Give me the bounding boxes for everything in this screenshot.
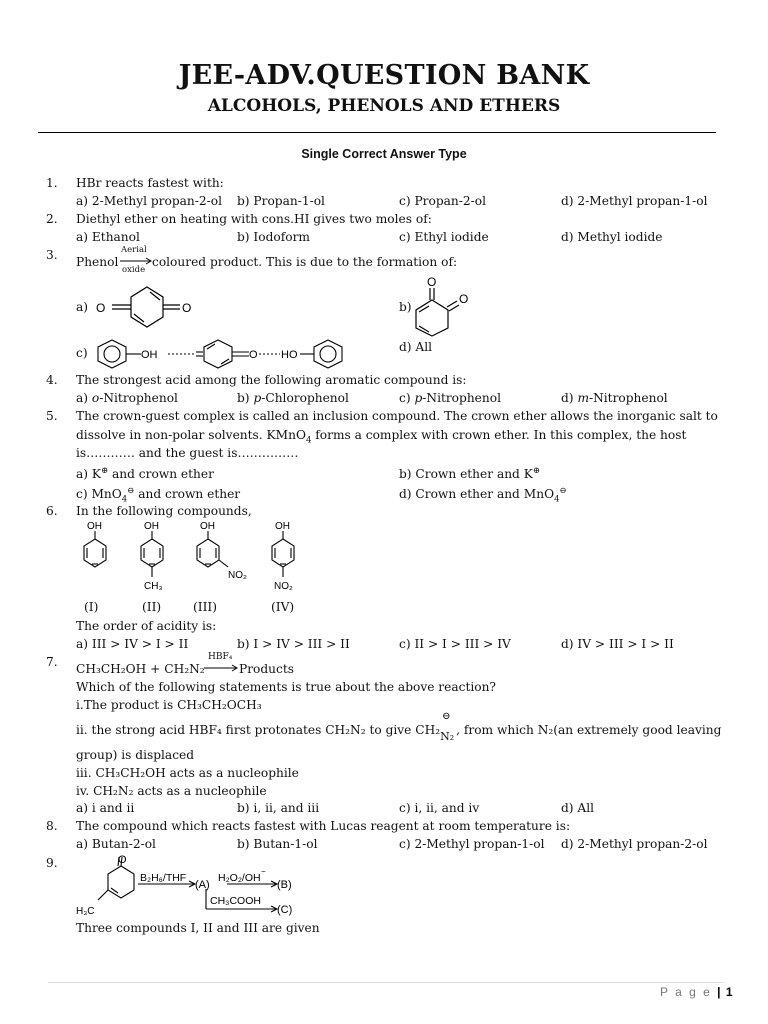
option-d: d) Methyl iodide bbox=[561, 230, 663, 244]
question-text: HBr reacts fastest with: bbox=[76, 176, 224, 190]
compound-label: (IV) bbox=[271, 600, 295, 614]
question-text-line: dissolve in non-polar solvents. KMnO$_4$ forms a complex with crown ether. In this complex, the host bbox=[76, 428, 687, 446]
reagent-charge: − bbox=[261, 867, 266, 876]
question-text: The compound which reacts fastest with Lucas reagent at room temperature is: bbox=[76, 819, 571, 833]
question-number: 2. bbox=[46, 212, 58, 226]
question-text: Diethyl ether on heating with cons.HI gives two moles of: bbox=[76, 212, 432, 226]
reaction-arrow bbox=[119, 257, 153, 265]
option-d: d) IV > III > I > II bbox=[561, 637, 674, 651]
option-a: a) 2-Methyl propan-2-ol bbox=[76, 194, 222, 208]
question-text: The strongest acid among the following aromatic compound is: bbox=[76, 373, 467, 387]
option-d: d) All bbox=[561, 801, 595, 815]
option-a: a) III > IV > I > II bbox=[76, 637, 189, 651]
statement-ii-cont: group) is displaced bbox=[76, 748, 195, 762]
option-a: a) o-Nitrophenol bbox=[76, 391, 178, 405]
question-text: The order of acidity is: bbox=[76, 619, 217, 633]
option-a: a) bbox=[76, 300, 89, 314]
hydroxyl-label: HO bbox=[281, 349, 298, 361]
question-text: In the following compounds, bbox=[76, 504, 252, 518]
page-footer: P a g e | 1 bbox=[660, 985, 733, 999]
option-c: c) MnO$_4$⊖ and crown ether bbox=[76, 486, 241, 505]
option-d: d) Crown ether and MnO$_4$⊖ bbox=[399, 486, 567, 505]
hydroxyl-label: OH bbox=[144, 521, 159, 532]
reagent-label: B₂H₆/THF bbox=[140, 872, 187, 884]
option-a: a) Butan-2-ol bbox=[76, 837, 156, 851]
option-c: c) 2-Methyl propan-1-ol bbox=[399, 837, 545, 851]
title-divider bbox=[38, 132, 716, 133]
product-label: (C) bbox=[277, 904, 293, 916]
option-d: d) 2-Methyl propan-1-ol bbox=[561, 194, 708, 208]
oxygen-label: O bbox=[182, 301, 192, 315]
option-b: b) Propan-1-ol bbox=[237, 194, 325, 208]
hydroxyl-label: OH bbox=[275, 521, 290, 532]
statement-iv: iv. CH₂N₂ acts as a nucleophile bbox=[76, 784, 267, 798]
option-b: b) Crown ether and K⊕ bbox=[399, 466, 540, 482]
option-b: b) bbox=[399, 300, 412, 314]
option-b: b) I > IV > III > II bbox=[237, 637, 350, 651]
compound-label: (III) bbox=[193, 600, 217, 614]
reaction-arrow bbox=[203, 664, 239, 672]
question-text-end: coloured product. This is due to the formation of: bbox=[152, 255, 458, 269]
option-b: b) i, ii, and iii bbox=[237, 801, 320, 815]
reagent-label: H₂O₂/OH bbox=[218, 872, 261, 884]
question-text-line: The crown-guest complex is called an inclusion compound. The crown ether allows the inorganic salt to bbox=[76, 409, 718, 423]
quinhydrone-structure bbox=[92, 337, 354, 371]
methyl-label: H₃C bbox=[76, 906, 95, 917]
product-label: (A) bbox=[195, 879, 210, 891]
question-number: 8. bbox=[46, 819, 58, 833]
question-number: 6. bbox=[46, 504, 58, 518]
product-label: (B) bbox=[277, 879, 292, 891]
option-d: d) All bbox=[399, 340, 433, 354]
oxygen-label: O bbox=[96, 301, 106, 315]
question-number: 1. bbox=[46, 176, 58, 190]
oxygen-label: O bbox=[427, 276, 437, 289]
statement-iii: iii. CH₃CH₂OH acts as a nucleophile bbox=[76, 766, 299, 780]
question-number: 9. bbox=[46, 856, 58, 870]
option-b: b) p-Chlorophenol bbox=[237, 391, 349, 405]
option-c: c) i, ii, and iv bbox=[399, 801, 480, 815]
option-c: c) Ethyl iodide bbox=[399, 230, 489, 244]
option-d: d) m-Nitrophenol bbox=[561, 391, 668, 405]
page-subtitle: ALCOHOLS, PHENOLS AND ETHERS bbox=[207, 96, 561, 116]
question-text: Three compounds I, II and III are given bbox=[76, 921, 320, 935]
arrow-label-bottom: oxide bbox=[122, 265, 146, 275]
question-number: 3. bbox=[46, 248, 58, 262]
equation-products: Products bbox=[239, 662, 294, 676]
arrow-label-top: Aerial bbox=[121, 245, 147, 255]
option-c: c) II > I > III > IV bbox=[399, 637, 511, 651]
question-number: 5. bbox=[46, 409, 58, 423]
option-c: c) Propan-2-ol bbox=[399, 194, 486, 208]
question-number: 4. bbox=[46, 373, 58, 387]
hydroxyl-label: OH bbox=[141, 349, 158, 361]
option-a: a) i and ii bbox=[76, 801, 135, 815]
option-b: b) Iodoform bbox=[237, 230, 310, 244]
oxygen-label: O bbox=[459, 292, 469, 306]
hydroxyl-label: OH bbox=[87, 521, 102, 532]
compound-label: (II) bbox=[142, 600, 162, 614]
section-heading: Single Correct Answer Type bbox=[301, 147, 467, 161]
statement-i: i.The product is CH₃CH₂OCH₃ bbox=[76, 698, 262, 712]
option-a: a) K⊕ and crown ether bbox=[76, 466, 214, 482]
phenol-compounds-structures bbox=[70, 519, 310, 599]
equation-reactants: CH₃CH₂OH + CH₂N₂ bbox=[76, 662, 205, 676]
question-text: Which of the following statements is true about the above reaction? bbox=[76, 680, 496, 694]
orthoquinone-structure bbox=[410, 276, 474, 338]
question-number: 7. bbox=[46, 655, 58, 669]
footer-divider bbox=[48, 982, 724, 983]
option-c: c) bbox=[76, 346, 88, 360]
benzoquinone-structure bbox=[92, 283, 202, 331]
statement-ii: ii. the strong acid HBF₄ first protonates CH₂N₂ to give CH₂ ⊖ N₂ , from which N₂(an extremely good leaving bbox=[76, 711, 722, 743]
arrow-label-top: HBF₄ bbox=[208, 652, 233, 662]
hydroxyl-label: OH bbox=[200, 521, 215, 532]
oxygen-label: O bbox=[249, 349, 258, 361]
option-c: c) p-Nitrophenol bbox=[399, 391, 501, 405]
option-b: b) Butan-1-ol bbox=[237, 837, 318, 851]
compound-label: (I) bbox=[84, 600, 99, 614]
reaction-scheme bbox=[74, 854, 304, 918]
question-text-line: is………… and the guest is…………… bbox=[76, 446, 299, 460]
option-a: a) Ethanol bbox=[76, 230, 140, 244]
methyl-label: CH₃ bbox=[144, 581, 163, 592]
nitro-label: NO₂ bbox=[228, 570, 247, 581]
question-text-start: Phenol bbox=[76, 255, 119, 269]
option-d: d) 2-Methyl propan-2-ol bbox=[561, 837, 708, 851]
page-title: JEE-ADV.QUESTION BANK bbox=[178, 60, 590, 91]
reagent-label: CH₃COOH bbox=[210, 895, 261, 907]
oxygen-label: O bbox=[118, 854, 127, 866]
nitro-label: NO₂ bbox=[274, 581, 293, 592]
